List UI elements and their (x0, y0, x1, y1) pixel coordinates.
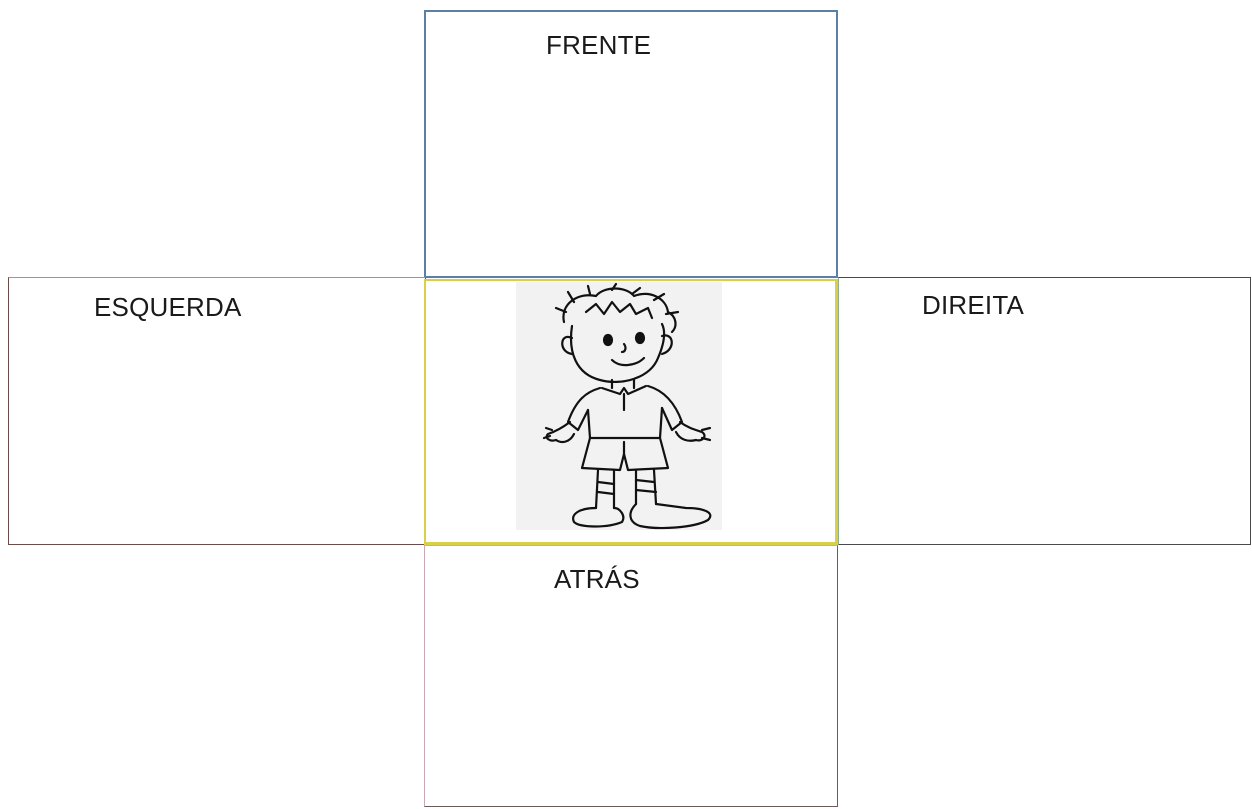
back-label: ATRÁS (554, 564, 640, 594)
child-drawing-icon (516, 282, 722, 530)
right-face (838, 277, 1251, 545)
right-label: DIREITA (922, 290, 1025, 320)
front-label: FRENTE (546, 30, 652, 60)
left-label: ESQUERDA (94, 292, 242, 322)
child-image (516, 282, 722, 530)
